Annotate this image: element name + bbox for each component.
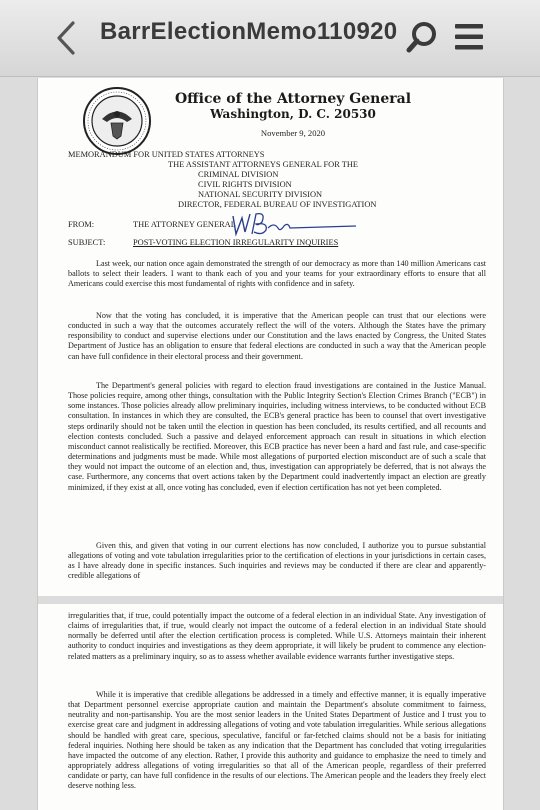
document-title: BarrElectionMemo110920 [100,18,398,45]
from-label: FROM: [68,220,95,229]
chevron-left-icon [55,20,77,56]
memo-paragraph: Now that the voting has concluded, it is imperative that the American people can trust that our elections were conducted in such a way that the outcomes accurately reflect the will of the voters. Although the States have the primary responsibility to conduct and supervise elections under our Constitution and the laws enacted by Congress, the United States Department of Justice has an obligation to ensure that federal elections are conducted in such a way that the American people can have full confidence in their electoral process and their government. [68,311,486,361]
memo-recipient: DIRECTOR, FEDERAL BUREAU OF INVESTIGATION [178,200,377,209]
top-bar [0,0,540,77]
subject-label: SUBJECT: [68,238,106,247]
memo-recipient: CRIMINAL DIVISION [198,170,279,179]
hamburger-menu-icon [452,20,486,54]
memo-paragraph: irregularities that, if true, could potentially impact the outcome of a federal election in an individual State. Any investigation of claims of irregularities that, if true, would clearly not impact the outcome of a federal election in an individual State should normally be deferred until after the election certification process is completed. While U.S. Attorneys maintain their inherent authority to conduct inquiries and investigations as they deem appropriate, it will likely be prudent to commence any election-related matters as a preliminary inquiry, so as to assess whether available evidence warrants further investigative steps. [68,611,486,661]
from-value: THE ATTORNEY GENERAL [133,220,236,229]
memo-heading: MEMORANDUM FOR UNITED STATES ATTORNEYS [68,150,265,159]
signature [228,208,358,242]
memo-paragraph: The Department's general policies with regard to election fraud investigations are contained in the Justice Manual. Those policies require, among other things, consultation with the Public Integrity Section's Election Crimes Branch ("ECB") in some instances. Those policies already allow preliminary inquiries, including witness interviews, to be conducted without ECB consultation. In instances in which they are consulted, the ECB's general practice has been to counsel that overt investigative steps ordinarily should not be taken until the election in question has been concluded, its results certified, and all recounts and election contests concluded. Such a passive and delayed enforcement approach can result in situations in which election misconduct cannot realistically be rectified. Moreover, this ECB practice has never been a hard and fast rule, and case-specific determinations and judgments must be made. While most allegations of purported election misconduct are of such a scale that they would not impact the outcome of an election and, thus, investigation can appropriately be deferred, that is not always the case. Furthermore, any concerns that overt actions taken by the Department could inadvertently impact an election are greatly minimized, if they exist at all, once voting has concluded, even if election certification has not yet been completed. [68,381,486,492]
search-icon [402,18,442,58]
menu-button[interactable] [452,20,486,54]
search-button[interactable] [402,18,442,58]
subject-value: POST-VOTING ELECTION IRREGULARITY INQUIRIES [133,238,339,247]
document-page[interactable] [37,78,504,810]
memo-paragraph: Last week, our nation once again demonstrated the strength of our democracy as more than 140 million Americans cast ballots to select their leaders. I want to thank each of you and your teams for your extraordinary efforts to ensure that all Americans could exercise this most fundamental of rights with confidence and in safety. [68,259,486,289]
memo-recipient: NATIONAL SECURITY DIVISION [198,190,323,199]
memo-recipient: THE ASSISTANT ATTORNEYS GENERAL FOR THE [168,160,359,169]
department-of-justice-seal [82,86,152,156]
page-break [38,596,503,604]
back-button[interactable] [46,16,86,60]
memo-date: November 9, 2020 [260,128,326,138]
memo-recipient: CIVIL RIGHTS DIVISION [198,180,292,189]
office-heading: Office of the Attorney General [174,91,412,107]
office-address: Washington, D. C. 20530 [210,107,376,121]
memo-paragraph: While it is imperative that credible allegations be addressed in a timely and effective manner, it is equally imperative that Department personnel exercise appropriate caution and maintain the Department's absolute commitment to fairness, neutrality and non-partisanship. You are the most senior leaders in the United States Department of Justice and I trust you to exercise great care and judgment in addressing allegations of voting and vote tabulation irregularities. While serious allegations should be handled with great care, specious, speculative, fanciful or far-fetched claims should not be a basis for initiating federal inquiries. Nothing here should be taken as any indication that the Department has concluded that voting irregularities have impacted the outcome of any election. Rather, I provide this authority and guidance to emphasize the need to timely and appropriately address allegations of voting irregularities so that all of the American people, regardless of their preferred candidate or party, can have full confidence in the results of our elections. The American people and the leaders they freely elect deserve nothing less. [68,690,486,791]
memo-paragraph: Given this, and given that voting in our current elections has now concluded, I authorize you to pursue substantial allegations of voting and vote tabulation irregularities prior to the certification of elections in your jurisdictions in certain cases, as I have already done in specific instances. Such inquiries and reviews may be conducted if there are clear and apparently-credible allegations of [68,541,486,581]
